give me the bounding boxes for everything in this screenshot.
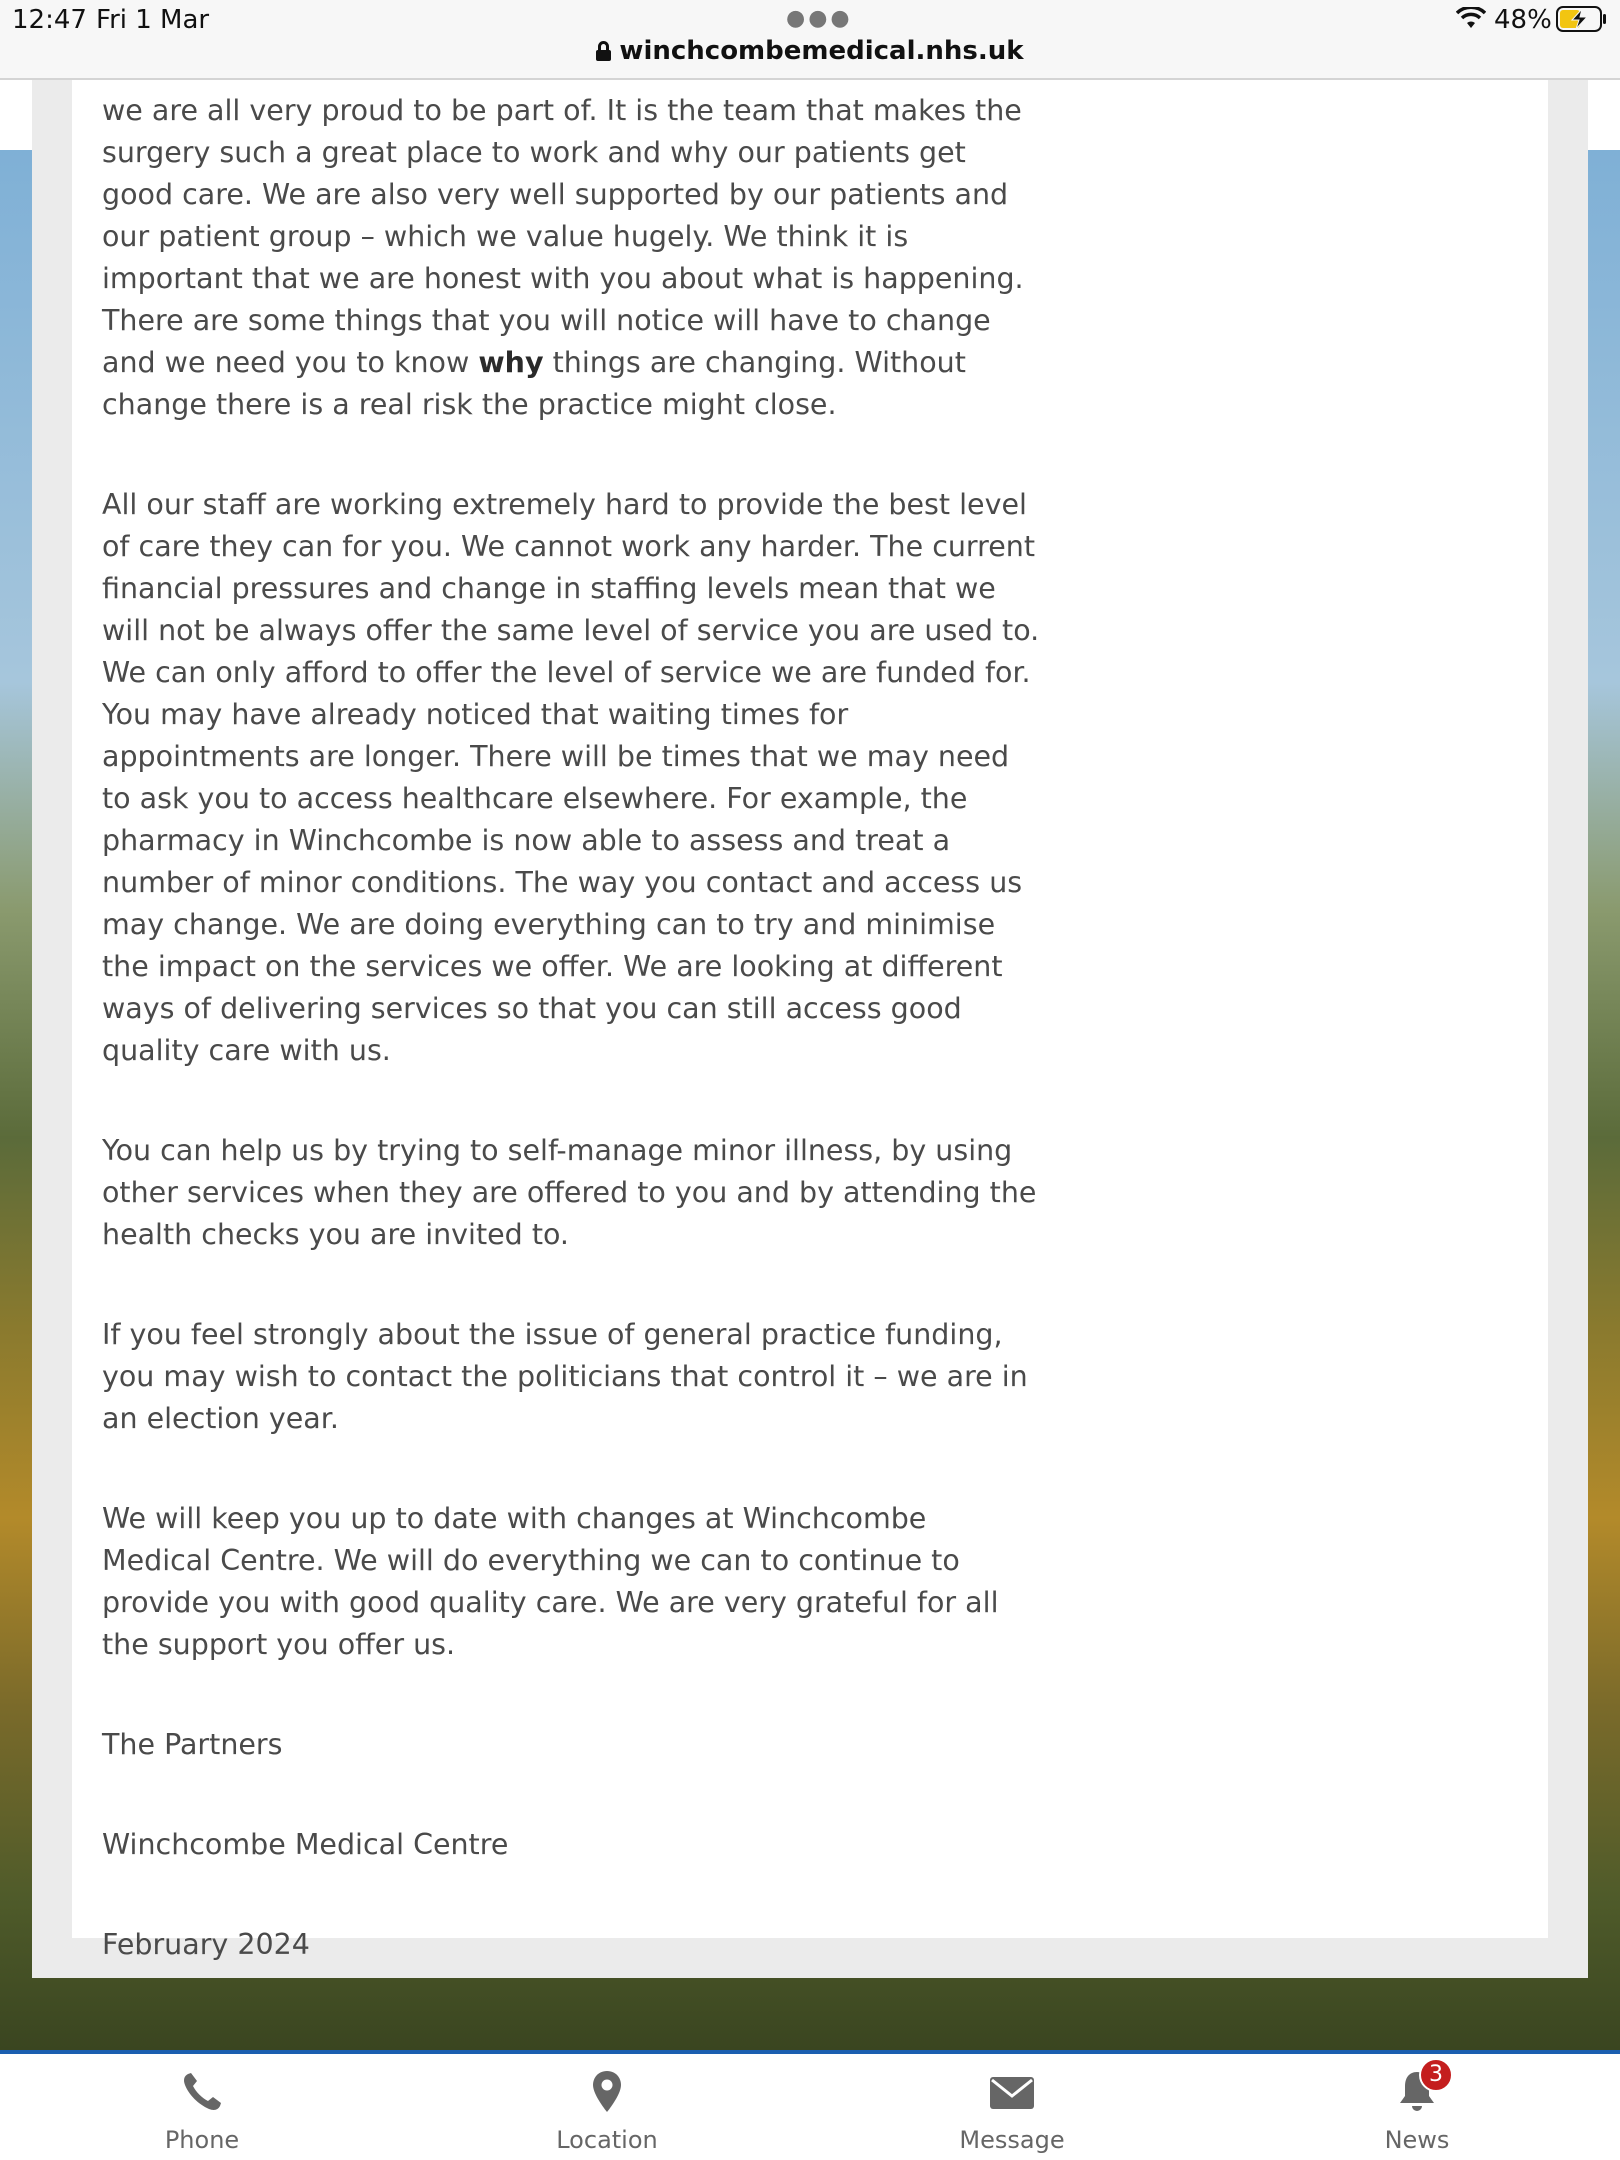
url-text[interactable]: winchcombemedical.nhs.uk xyxy=(619,36,1024,66)
nav-item-phone[interactable] xyxy=(102,2068,302,2154)
battery-charging-icon xyxy=(1556,6,1608,32)
status-time: 12:47 xyxy=(12,5,87,35)
bottom-nav xyxy=(0,2050,1620,2160)
wifi-icon xyxy=(1456,7,1486,29)
article-body xyxy=(102,90,1042,2024)
status-bar xyxy=(0,0,1620,80)
article-paragraph-1: we are all very proud to be part of. It is the team that makes the surgery such a great place to work and why our patients get good care. We are also very well supported by our patients and our patient group – which we value hugely. We think it is important that we are honest with you about what is happening. There are some things that you will notice will have to change and we need you to know why things are changing. Without change there is a real risk the practice might close. xyxy=(102,94,1024,421)
nav-label-news: News xyxy=(1384,2126,1450,2154)
phone-icon xyxy=(178,2068,226,2116)
nav-item-news[interactable] xyxy=(1317,2068,1517,2154)
article-paragraph-3: You can help us by trying to self-manage minor illness, by using other services when they are offered to you and by attending the health checks you are invited to. xyxy=(102,1134,1037,1251)
signoff-date: February 2024 xyxy=(102,1928,310,1961)
nav-item-message[interactable] xyxy=(912,2068,1112,2154)
nav-label-phone: Phone xyxy=(164,2126,240,2154)
signoff-partners: The Partners xyxy=(102,1728,283,1761)
article-paragraph-2: All our staff are working extremely hard to provide the best level of care they can for you. We cannot work any harder. The current financial pressures and change in staffing levels mean that we will not be always offer the same level of service you are used to. We can only afford to offer the level of service we are funded for. You may have already noticed that waiting times for appointments are longer. There will be times that we may need to ask you to access healthcare elsewhere. For example, the pharmacy in Winchcombe is now able to assess and treat a number of minor conditions. The way you contact and access us may change. We are doing everything can to try and minimise the impact on the services we offer. We are looking at different ways of delivering services so that you can still access good quality care with us. xyxy=(102,488,1040,1067)
battery-percentage: 48% xyxy=(1494,5,1552,35)
article-paragraph-4: If you feel strongly about the issue of general practice funding, you may wish to contact the politicians that control it – we are in an election year. xyxy=(102,1318,1028,1435)
article-paragraph-5: We will keep you up to date with changes at Winchcombe Medical Centre. We will do everything we can to continue to provide you with good quality care. We are very grateful for all the support you offer us. xyxy=(102,1502,999,1661)
nav-item-location[interactable] xyxy=(507,2068,707,2154)
nav-label-message: Message xyxy=(959,2126,1065,2154)
news-notification-badge: 3 xyxy=(1419,2058,1453,2092)
nav-label-location: Location xyxy=(556,2126,658,2154)
address-bar[interactable] xyxy=(0,36,1620,66)
lock-icon xyxy=(596,41,611,61)
signoff-organisation: Winchcombe Medical Centre xyxy=(102,1828,509,1861)
status-date: Fri 1 Mar xyxy=(96,5,210,35)
envelope-icon xyxy=(988,2068,1036,2116)
location-pin-icon xyxy=(583,2068,631,2116)
multitasking-dots-icon[interactable]: ●●● xyxy=(786,6,853,31)
emphasis-why: why xyxy=(478,346,544,379)
